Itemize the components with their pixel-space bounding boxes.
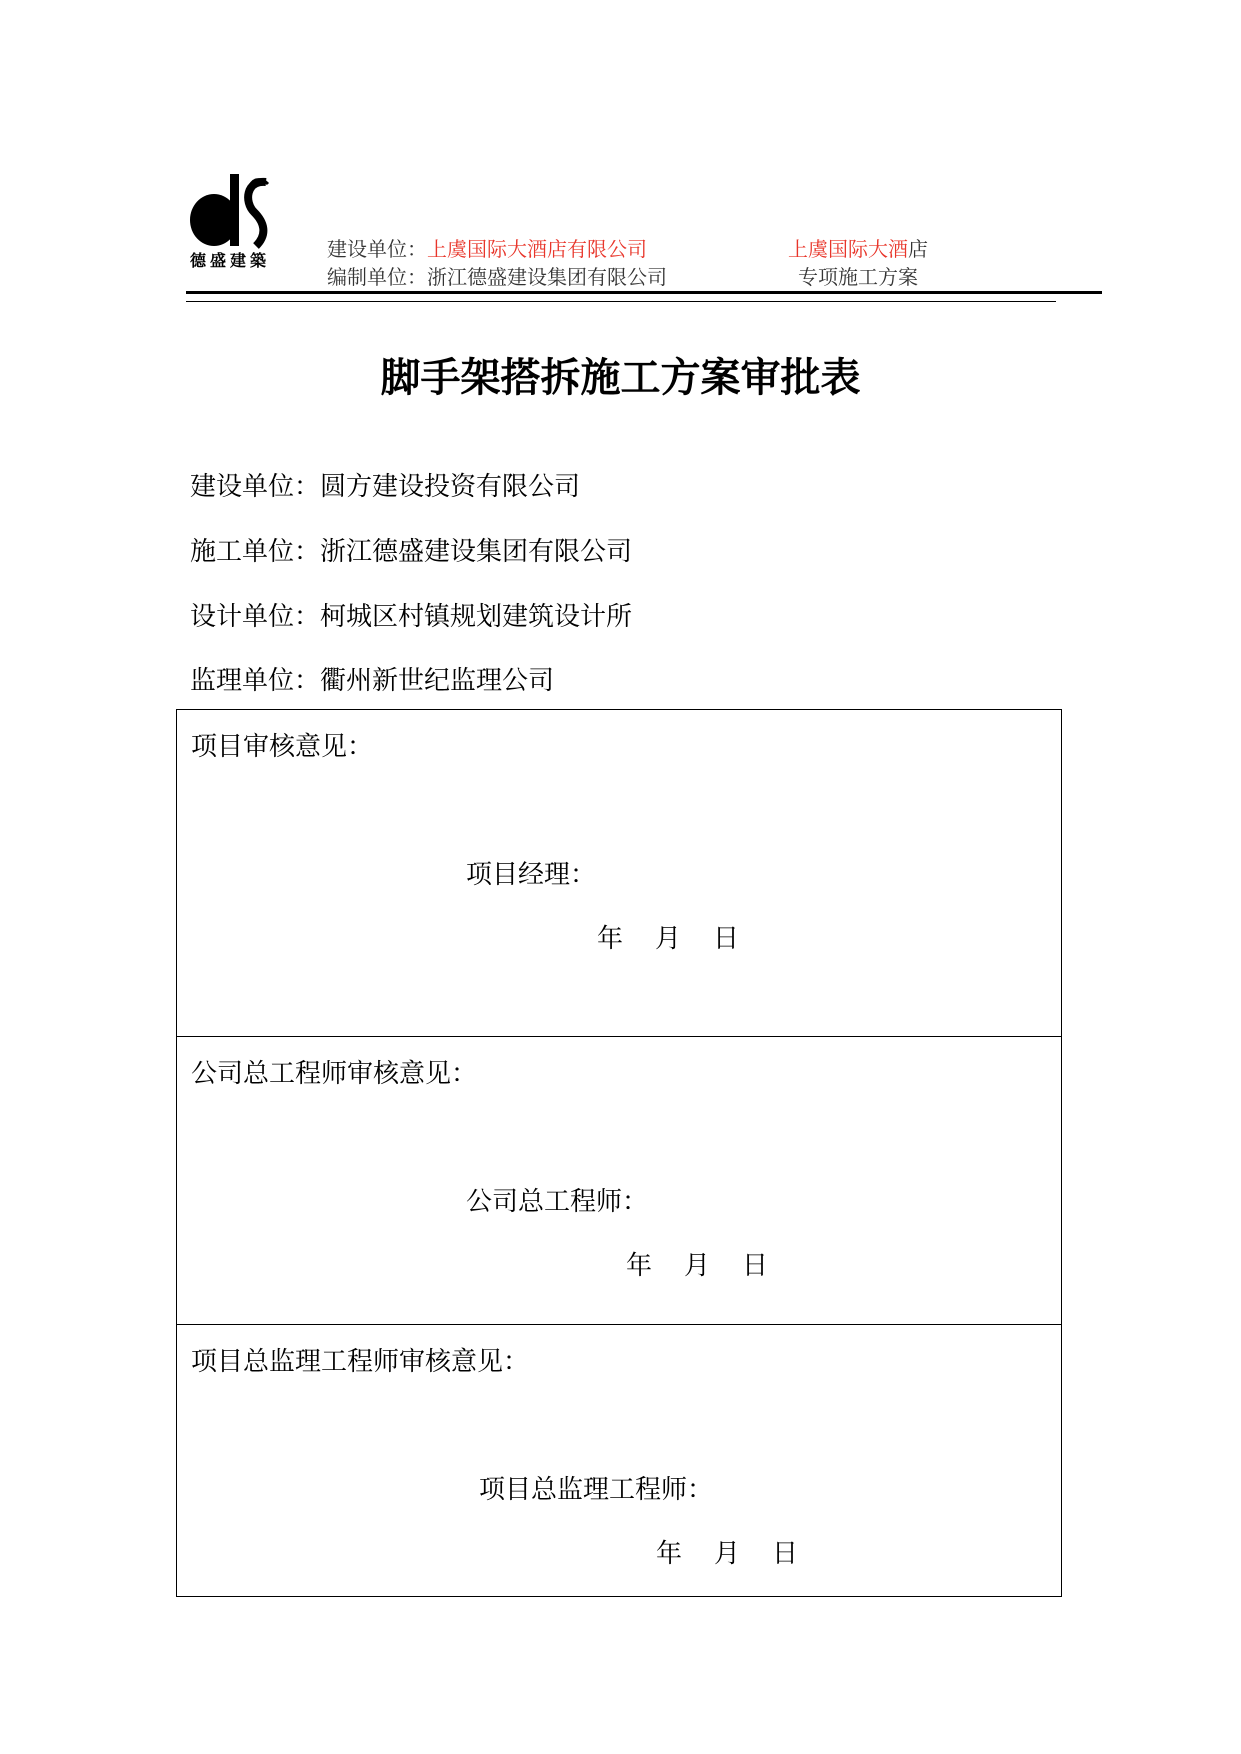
field-value: 柯城区村镇规划建筑设计所 <box>320 602 633 632</box>
section-heading: 项目总监理工程师审核意见： <box>191 1347 530 1377</box>
header-project-red: 上虞国际大酒 <box>788 237 908 261</box>
field-label: 施工单位： <box>190 537 321 567</box>
date-line <box>656 1533 830 1570</box>
section-chief-engineer-review <box>177 1036 1061 1324</box>
header-project-name <box>788 233 928 262</box>
day-label: 日 <box>772 1539 799 1569</box>
year-label: 年 <box>626 1251 653 1281</box>
field-value: 浙江德盛建设集团有限公司 <box>320 537 633 567</box>
field-supervisor <box>190 660 554 697</box>
month-label: 月 <box>684 1251 711 1281</box>
field-label: 建设单位： <box>190 472 321 502</box>
header-doc-type: 专项施工方案 <box>798 265 918 289</box>
year-label: 年 <box>597 924 624 954</box>
section-heading: 公司总工程师审核意见： <box>191 1059 478 1089</box>
page-title: 脚手架搭拆施工方案审批表 <box>380 354 861 401</box>
header-rule-thin <box>186 301 1056 302</box>
header-editor-line <box>327 261 667 290</box>
logo-text: 德盛建築 <box>190 251 271 270</box>
field-label: 设计单位： <box>190 602 321 632</box>
header-owner-name: 上虞国际大酒店有限公司 <box>427 237 647 261</box>
day-label: 日 <box>713 924 740 954</box>
approval-table <box>176 709 1062 1597</box>
field-label: 监理单位： <box>190 666 321 696</box>
header-project-tail: 店 <box>908 237 928 261</box>
month-label: 月 <box>714 1539 741 1569</box>
header-owner-line <box>327 233 647 262</box>
day-label: 日 <box>742 1251 769 1281</box>
header-editor-label: 编制单位： <box>327 265 427 289</box>
signer-label: 项目总监理工程师： <box>479 1475 714 1505</box>
field-contractor <box>190 531 632 568</box>
section-heading: 项目审核意见： <box>191 732 374 762</box>
header-rule-thick <box>186 291 1102 294</box>
section-project-review <box>177 710 1061 1036</box>
date-line <box>626 1245 800 1282</box>
signer-label: 公司总工程师： <box>466 1187 649 1217</box>
section-chief-supervisor-review <box>177 1324 1061 1596</box>
signer-label: 项目经理： <box>466 860 597 890</box>
field-owner <box>190 466 580 503</box>
year-label: 年 <box>656 1539 683 1569</box>
month-label: 月 <box>655 924 682 954</box>
field-value: 衢州新世纪监理公司 <box>320 666 555 696</box>
field-designer <box>190 596 632 633</box>
date-line <box>597 918 771 955</box>
field-value: 圆方建设投资有限公司 <box>320 472 581 502</box>
header-editor-name: 浙江德盛建设集团有限公司 <box>427 265 667 289</box>
header-owner-label: 建设单位： <box>327 237 427 261</box>
